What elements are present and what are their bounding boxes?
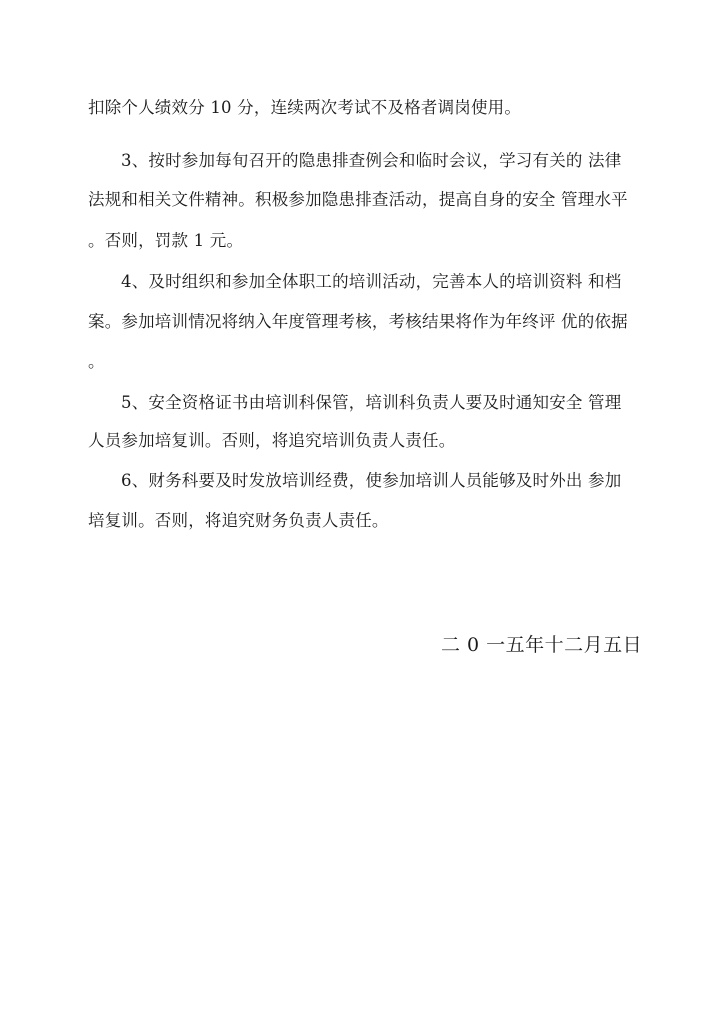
paragraph-5-line-2: 人员参加培复训。否则，将追究培训负责人责任。: [88, 431, 456, 450]
document-date: 二 0 一五年十二月五日: [441, 634, 643, 656]
paragraph-4-line-3: 。: [88, 352, 105, 371]
paragraph-2-line-continuation: 扣除个人绩效分 10 分，连续两次考试不及格者调岗使用。: [88, 98, 522, 117]
paragraph-3-line-1: 3、按时参加每旬召开的隐患排查例会和临时会议，学习有关的 法律: [121, 151, 622, 170]
paragraph-6-line-2: 培复训。否则，将追究财务负责人责任。: [88, 511, 389, 530]
paragraph-3-line-3: 。否则，罚款 1 元。: [88, 231, 244, 250]
paragraph-4-line-1: 4、及时组织和参加全体职工的培训活动，完善本人的培训资料 和档: [121, 272, 622, 291]
paragraph-5-line-1: 5、安全资格证书由培训科保管，培训科负责人要及时通知安全 管理: [121, 393, 622, 412]
paragraph-6-line-1: 6、财务科要及时发放培训经费，使参加培训人员能够及时外出 参加: [121, 471, 622, 490]
paragraph-3-line-2: 法规和相关文件精神。积极参加隐患排查活动，提高自身的安全 管理水平: [88, 190, 628, 209]
paragraph-4-line-2: 案。参加培训情况将纳入年度管理考核，考核结果将作为年终评 优的依据: [88, 312, 628, 331]
